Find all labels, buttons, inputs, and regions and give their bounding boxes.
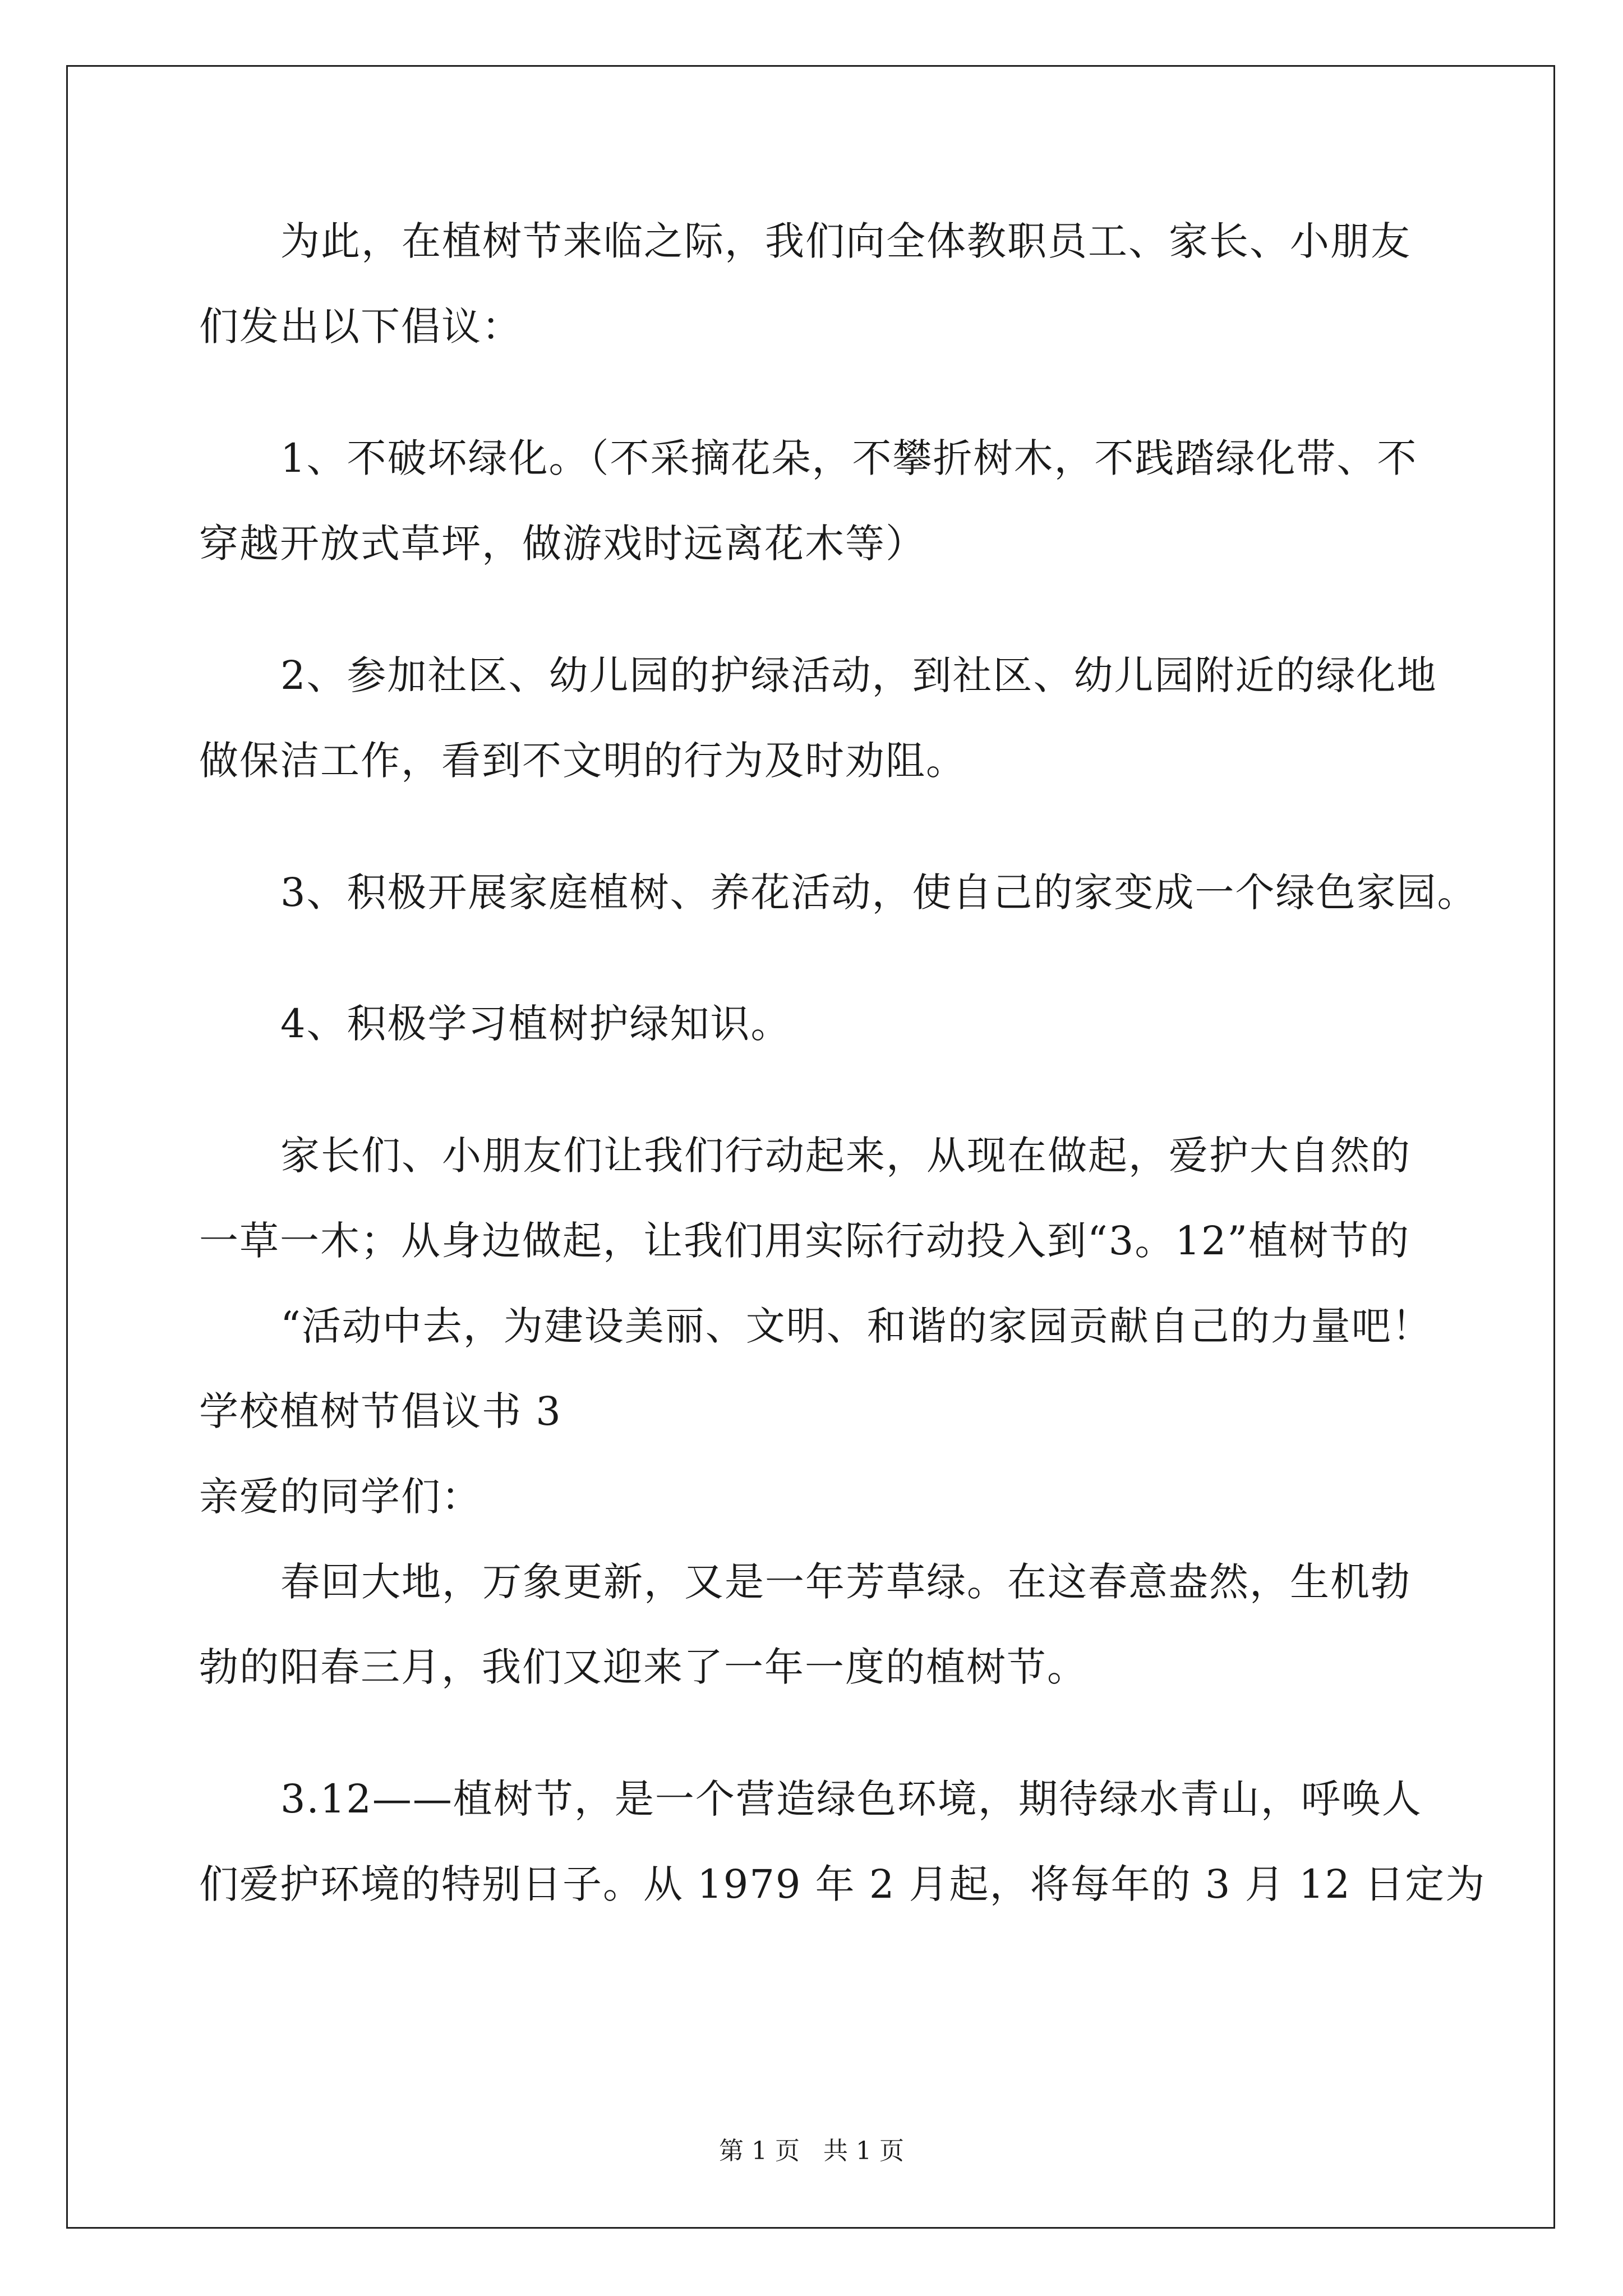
paragraph-line: 3、积极开展家庭植树、养花活动，使自己的家变成一个绿色家园。 — [280, 869, 1478, 915]
paragraph-line: 穿越开放式草坪，做游戏时远离花木等） — [199, 521, 926, 567]
paragraph-line: 做保洁工作，看到不文明的行为及时劝阻。 — [199, 738, 966, 784]
paragraph-line: 春回大地，万象更新，又是一年芳草绿。在这春意盎然，生机勃 — [280, 1559, 1411, 1605]
paragraph-line: 一草一木；从身边做起，让我们用实际行动投入到“3。12”植树节的 — [199, 1218, 1410, 1264]
paragraph-line: 们爱护环境的特别日子。从 1979 年 2 月起，将每年的 3 月 12 日定为 — [199, 1861, 1486, 1907]
paragraph-line: 们发出以下倡议： — [199, 303, 522, 349]
paragraph-line: 勃的阳春三月，我们又迎来了一年一度的植树节。 — [199, 1644, 1087, 1690]
paragraph-line: 4、积极学习植树护绿知识。 — [280, 1001, 791, 1047]
paragraph-line: 家长们、小朋友们让我们行动起来，从现在做起，爱护大自然的 — [280, 1133, 1411, 1179]
salutation-line: 亲爱的同学们： — [199, 1474, 482, 1520]
paragraph-line: 1、不破坏绿化。（不采摘花朵，不攀折树木，不践踏绿化带、不 — [280, 435, 1418, 481]
paragraph-line: 3.12——植树节，是一个营造绿色环境，期待绿水青山，呼唤人 — [280, 1776, 1422, 1822]
page-number-footer: 第 1 页 共 1 页 — [719, 2137, 904, 2165]
section-heading: 学校植树节倡议书 3 — [199, 1388, 562, 1434]
paragraph-line: 为此，在植树节来临之际，我们向全体教职员工、家长、小朋友 — [280, 218, 1411, 264]
paragraph-line: 2、参加社区、幼儿园的护绿活动，到社区、幼儿园附近的绿化地 — [280, 652, 1437, 698]
paragraph-line: “活动中去，为建设美丽、文明、和谐的家园贡献自己的力量吧！ — [280, 1303, 1432, 1349]
